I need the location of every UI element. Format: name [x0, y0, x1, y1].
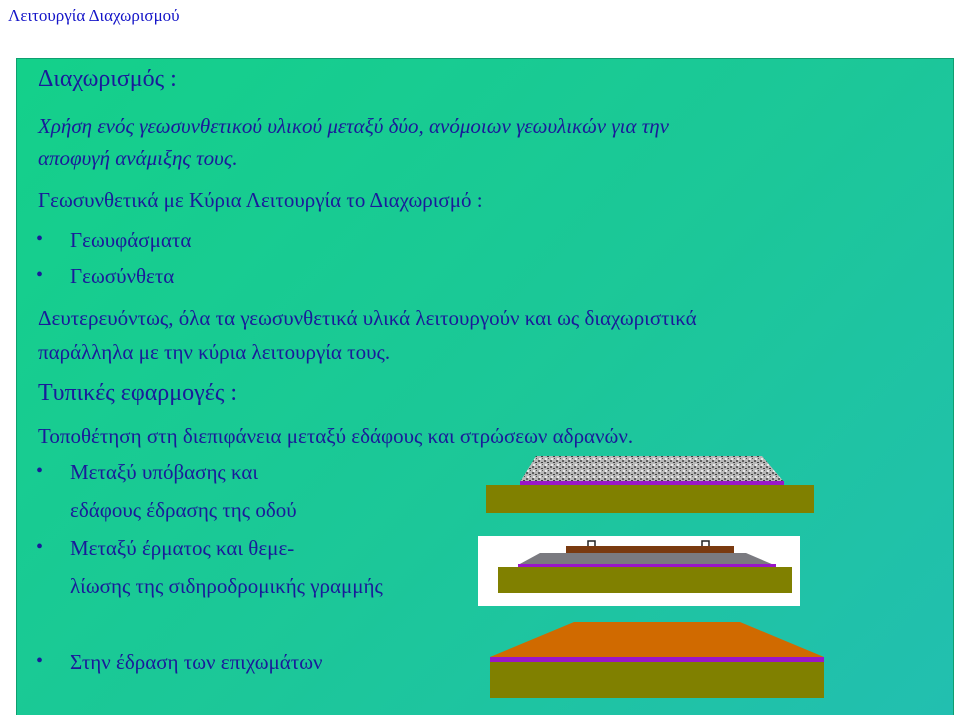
rail-section-illustration — [478, 536, 800, 606]
bullet: • — [36, 228, 44, 250]
section-heading: Διαχωρισμός : — [38, 66, 177, 92]
bullet: • — [36, 460, 44, 482]
subheading: Γεωσυνθετικά με Κύρια Λειτουργία το Διαχωρισμό : — [38, 188, 483, 212]
bullet: • — [36, 536, 44, 558]
road-section-illustration — [484, 454, 814, 514]
applications-intro: Τοποθέτηση στη διεπιφάνεια μεταξύ εδάφους και στρώσεων αδρανών. — [38, 424, 634, 448]
application-rail-line-2: λίωσης της σιδηροδρομικής γραμμής — [70, 574, 383, 598]
bullet: • — [36, 650, 44, 672]
application-embankment: Στην έδραση των επιχωμάτων — [70, 650, 323, 674]
applications-heading: Τυπικές εφαρμογές : — [38, 380, 237, 406]
slide-title: Λειτουργία Διαχωρισμού — [8, 6, 180, 25]
bullet-item-geocomposites: Γεωσύνθετα — [70, 264, 175, 288]
secondary-line-1: Δευτερευόντως, όλα τα γεωσυνθετικά υλικά λειτουργούν και ως διαχωριστικά — [38, 306, 697, 330]
secondary-line-2: παράλληλα με την κύρια λειτουργία τους. — [38, 340, 391, 364]
bullet: • — [36, 264, 44, 286]
definition-line-2: αποφυγή ανάμιξης τους. — [38, 146, 238, 170]
bullet-item-geotextiles: Γεωυφάσματα — [70, 228, 192, 252]
definition-line-1: Χρήση ενός γεωσυνθετικού υλικού μεταξύ δύο, ανόμοιων γεωυλικών για την — [38, 114, 669, 138]
embankment-section-illustration — [488, 620, 826, 700]
application-rail-line-1: Μεταξύ έρματος και θεμε- — [70, 536, 295, 560]
application-road-line-2: εδάφους έδρασης της οδού — [70, 498, 297, 522]
application-road-line-1: Μεταξύ υπόβασης και — [70, 460, 259, 484]
